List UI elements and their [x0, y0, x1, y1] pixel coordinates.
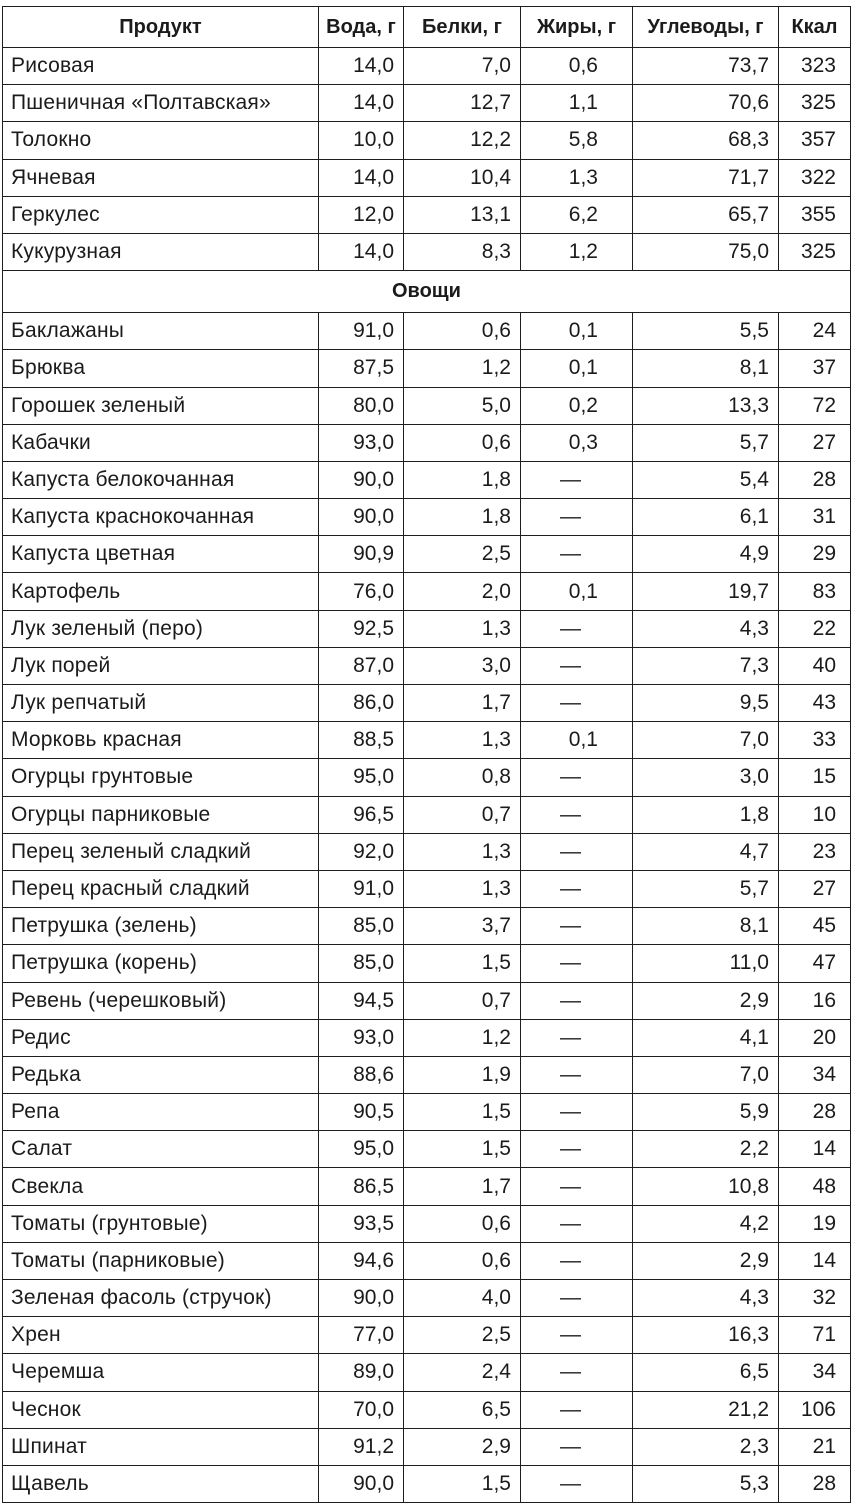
table-row	[3, 647, 851, 684]
cell-water: 90,0	[319, 461, 404, 498]
cell-product: Брюква	[3, 350, 319, 387]
cell-product: Свекла	[3, 1168, 319, 1205]
table-row	[3, 685, 851, 722]
table-row	[3, 48, 851, 85]
header-product: Продукт	[3, 7, 319, 48]
cell-carbs: 2,9	[633, 1242, 779, 1279]
cell-carbs: 65,7	[633, 196, 779, 233]
cell-kcal: 325	[779, 85, 851, 122]
header-fat: Жиры, г	[521, 7, 633, 48]
cell-product: Капуста краснокочанная	[3, 499, 319, 536]
cell-product: Ячневая	[3, 159, 319, 196]
table-row	[3, 833, 851, 870]
cell-product: Лук репчатый	[3, 685, 319, 722]
cell-water: 70,0	[319, 1391, 404, 1428]
cell-kcal: 47	[779, 945, 851, 982]
cell-carbs: 71,7	[633, 159, 779, 196]
cell-water: 89,0	[319, 1354, 404, 1391]
cell-fat: —	[521, 1131, 633, 1168]
cell-product: Щавель	[3, 1465, 319, 1502]
table-row	[3, 350, 851, 387]
cell-water: 94,5	[319, 982, 404, 1019]
cell-fat: 0,1	[521, 313, 633, 350]
cell-protein: 13,1	[404, 196, 521, 233]
cell-water: 95,0	[319, 1131, 404, 1168]
cell-fat: —	[521, 1280, 633, 1317]
cell-water: 90,0	[319, 499, 404, 536]
cell-fat: —	[521, 499, 633, 536]
cell-water: 87,5	[319, 350, 404, 387]
cell-product: Лук порей	[3, 647, 319, 684]
cell-kcal: 72	[779, 387, 851, 424]
cell-fat: 0,2	[521, 387, 633, 424]
cell-protein: 1,8	[404, 461, 521, 498]
header-carbs: Углеводы, г	[633, 7, 779, 48]
cell-product: Черемша	[3, 1354, 319, 1391]
cell-carbs: 7,3	[633, 647, 779, 684]
cell-fat: —	[521, 1205, 633, 1242]
cell-protein: 12,7	[404, 85, 521, 122]
table-row	[3, 196, 851, 233]
section-row	[3, 271, 851, 313]
cell-protein: 1,3	[404, 833, 521, 870]
cell-water: 76,0	[319, 573, 404, 610]
table-row	[3, 870, 851, 907]
cell-kcal: 34	[779, 1354, 851, 1391]
cell-product: Морковь красная	[3, 722, 319, 759]
cell-protein: 2,0	[404, 573, 521, 610]
cell-carbs: 21,2	[633, 1391, 779, 1428]
cell-carbs: 6,1	[633, 499, 779, 536]
cell-kcal: 27	[779, 870, 851, 907]
cell-water: 86,5	[319, 1168, 404, 1205]
cell-carbs: 4,3	[633, 610, 779, 647]
table-row	[3, 1391, 851, 1428]
cell-fat: —	[521, 1428, 633, 1465]
table-row	[3, 233, 851, 270]
table-row	[3, 1354, 851, 1391]
cell-product: Томаты (грунтовые)	[3, 1205, 319, 1242]
table-row	[3, 796, 851, 833]
cell-product: Репа	[3, 1094, 319, 1131]
cell-carbs: 2,3	[633, 1428, 779, 1465]
cell-product: Огурцы грунтовые	[3, 759, 319, 796]
cell-kcal: 40	[779, 647, 851, 684]
cell-kcal: 48	[779, 1168, 851, 1205]
cell-kcal: 357	[779, 122, 851, 159]
cell-water: 77,0	[319, 1317, 404, 1354]
cell-kcal: 14	[779, 1131, 851, 1168]
cell-water: 86,0	[319, 685, 404, 722]
cell-carbs: 73,7	[633, 48, 779, 85]
cell-protein: 4,0	[404, 1280, 521, 1317]
cell-fat: 0,6	[521, 48, 633, 85]
cell-fat: —	[521, 1391, 633, 1428]
cell-water: 90,0	[319, 1465, 404, 1502]
section-title: Овощи	[3, 271, 851, 313]
cell-protein: 0,8	[404, 759, 521, 796]
table-row	[3, 159, 851, 196]
cell-carbs: 4,9	[633, 536, 779, 573]
cell-carbs: 5,7	[633, 870, 779, 907]
table-row	[3, 387, 851, 424]
cell-fat: —	[521, 870, 633, 907]
cell-fat: —	[521, 647, 633, 684]
cell-carbs: 8,1	[633, 908, 779, 945]
cell-protein: 7,0	[404, 48, 521, 85]
cell-carbs: 75,0	[633, 233, 779, 270]
cell-product: Кукурузная	[3, 233, 319, 270]
table-row	[3, 573, 851, 610]
cell-carbs: 6,5	[633, 1354, 779, 1391]
cell-kcal: 37	[779, 350, 851, 387]
cell-protein: 1,3	[404, 722, 521, 759]
cell-fat: 1,2	[521, 233, 633, 270]
cell-kcal: 14	[779, 1242, 851, 1279]
cell-kcal: 27	[779, 424, 851, 461]
cell-water: 92,5	[319, 610, 404, 647]
cell-protein: 12,2	[404, 122, 521, 159]
cell-product: Редис	[3, 1019, 319, 1056]
cell-kcal: 355	[779, 196, 851, 233]
cell-fat: —	[521, 908, 633, 945]
cell-carbs: 2,2	[633, 1131, 779, 1168]
cell-carbs: 5,9	[633, 1094, 779, 1131]
cell-carbs: 19,7	[633, 573, 779, 610]
cell-product: Зеленая фасоль (стручок)	[3, 1280, 319, 1317]
cell-protein: 5,0	[404, 387, 521, 424]
cell-product: Томаты (парниковые)	[3, 1242, 319, 1279]
cell-fat: 1,1	[521, 85, 633, 122]
cell-kcal: 21	[779, 1428, 851, 1465]
cell-product: Хрен	[3, 1317, 319, 1354]
cell-carbs: 5,3	[633, 1465, 779, 1502]
cell-water: 80,0	[319, 387, 404, 424]
table-row	[3, 1428, 851, 1465]
cell-water: 91,2	[319, 1428, 404, 1465]
cell-product: Капуста цветная	[3, 536, 319, 573]
cell-fat: —	[521, 1354, 633, 1391]
cell-carbs: 3,0	[633, 759, 779, 796]
table-row	[3, 499, 851, 536]
cell-fat: 0,3	[521, 424, 633, 461]
cell-product: Огурцы парниковые	[3, 796, 319, 833]
cell-carbs: 4,7	[633, 833, 779, 870]
cell-fat: —	[521, 461, 633, 498]
cell-kcal: 20	[779, 1019, 851, 1056]
cell-carbs: 9,5	[633, 685, 779, 722]
cell-kcal: 19	[779, 1205, 851, 1242]
cell-protein: 0,7	[404, 982, 521, 1019]
cell-kcal: 28	[779, 1094, 851, 1131]
cell-fat: —	[521, 610, 633, 647]
cell-protein: 3,0	[404, 647, 521, 684]
cell-product: Чеснок	[3, 1391, 319, 1428]
cell-protein: 1,2	[404, 1019, 521, 1056]
cell-carbs: 2,9	[633, 982, 779, 1019]
table-row	[3, 945, 851, 982]
cell-protein: 1,3	[404, 870, 521, 907]
cell-carbs: 5,7	[633, 424, 779, 461]
cell-kcal: 28	[779, 1465, 851, 1502]
cell-fat: —	[521, 833, 633, 870]
cell-water: 14,0	[319, 48, 404, 85]
cell-protein: 1,9	[404, 1056, 521, 1093]
cell-protein: 1,5	[404, 1131, 521, 1168]
cell-fat: —	[521, 1465, 633, 1502]
cell-kcal: 71	[779, 1317, 851, 1354]
cell-carbs: 7,0	[633, 1056, 779, 1093]
cell-kcal: 29	[779, 536, 851, 573]
cell-fat: 5,8	[521, 122, 633, 159]
cell-fat: —	[521, 945, 633, 982]
table-row	[3, 536, 851, 573]
cell-fat: —	[521, 1056, 633, 1093]
cell-protein: 8,3	[404, 233, 521, 270]
cell-water: 93,0	[319, 1019, 404, 1056]
cell-kcal: 106	[779, 1391, 851, 1428]
cell-water: 12,0	[319, 196, 404, 233]
table-row	[3, 1205, 851, 1242]
cell-protein: 0,6	[404, 424, 521, 461]
cell-water: 93,5	[319, 1205, 404, 1242]
table-row	[3, 908, 851, 945]
cell-protein: 1,7	[404, 1168, 521, 1205]
cell-kcal: 43	[779, 685, 851, 722]
cell-carbs: 11,0	[633, 945, 779, 982]
cell-kcal: 16	[779, 982, 851, 1019]
cell-protein: 0,6	[404, 313, 521, 350]
table-header	[3, 7, 851, 48]
cell-fat: —	[521, 1019, 633, 1056]
cell-fat: —	[521, 685, 633, 722]
cell-product: Ревень (черешковый)	[3, 982, 319, 1019]
cell-kcal: 10	[779, 796, 851, 833]
cell-water: 90,5	[319, 1094, 404, 1131]
nutrition-table	[2, 6, 851, 1503]
cell-water: 14,0	[319, 233, 404, 270]
cell-product: Петрушка (корень)	[3, 945, 319, 982]
table-row	[3, 1094, 851, 1131]
cell-kcal: 15	[779, 759, 851, 796]
cell-fat: —	[521, 1242, 633, 1279]
cell-protein: 1,5	[404, 945, 521, 982]
cell-carbs: 13,3	[633, 387, 779, 424]
cell-water: 91,0	[319, 870, 404, 907]
cell-kcal: 322	[779, 159, 851, 196]
cell-protein: 0,6	[404, 1205, 521, 1242]
cell-water: 90,9	[319, 536, 404, 573]
cell-fat: 0,1	[521, 350, 633, 387]
cell-product: Горошек зеленый	[3, 387, 319, 424]
cell-kcal: 23	[779, 833, 851, 870]
header-protein: Белки, г	[404, 7, 521, 48]
cell-protein: 6,5	[404, 1391, 521, 1428]
cell-water: 92,0	[319, 833, 404, 870]
cell-protein: 2,5	[404, 536, 521, 573]
cell-fat: —	[521, 1094, 633, 1131]
cell-product: Толокно	[3, 122, 319, 159]
cell-protein: 1,2	[404, 350, 521, 387]
cell-kcal: 323	[779, 48, 851, 85]
table-row	[3, 122, 851, 159]
header-kcal: Ккал	[779, 7, 851, 48]
cell-water: 90,0	[319, 1280, 404, 1317]
cell-water: 85,0	[319, 908, 404, 945]
cell-carbs: 68,3	[633, 122, 779, 159]
cell-carbs: 10,8	[633, 1168, 779, 1205]
cell-water: 96,5	[319, 796, 404, 833]
cell-protein: 1,7	[404, 685, 521, 722]
cell-product: Шпинат	[3, 1428, 319, 1465]
cell-carbs: 4,2	[633, 1205, 779, 1242]
cell-water: 95,0	[319, 759, 404, 796]
cell-protein: 3,7	[404, 908, 521, 945]
cell-kcal: 325	[779, 233, 851, 270]
cell-protein: 2,5	[404, 1317, 521, 1354]
cell-kcal: 31	[779, 499, 851, 536]
table-row	[3, 85, 851, 122]
table-row	[3, 1242, 851, 1279]
cell-carbs: 4,3	[633, 1280, 779, 1317]
table-row	[3, 1317, 851, 1354]
cell-fat: —	[521, 796, 633, 833]
table-row	[3, 722, 851, 759]
cell-fat: 0,1	[521, 573, 633, 610]
cell-protein: 0,6	[404, 1242, 521, 1279]
cell-carbs: 16,3	[633, 1317, 779, 1354]
table-row	[3, 313, 851, 350]
table-row	[3, 610, 851, 647]
cell-carbs: 5,4	[633, 461, 779, 498]
cell-fat: —	[521, 536, 633, 573]
cell-protein: 10,4	[404, 159, 521, 196]
cell-product: Картофель	[3, 573, 319, 610]
cell-protein: 1,5	[404, 1465, 521, 1502]
cell-product: Пшеничная «Полтавская»	[3, 85, 319, 122]
cell-fat: —	[521, 982, 633, 1019]
cell-kcal: 33	[779, 722, 851, 759]
cell-fat: 0,1	[521, 722, 633, 759]
table-row	[3, 759, 851, 796]
cell-carbs: 70,6	[633, 85, 779, 122]
cell-water: 14,0	[319, 85, 404, 122]
cell-product: Геркулес	[3, 196, 319, 233]
cell-product: Лук зеленый (перо)	[3, 610, 319, 647]
cell-kcal: 24	[779, 313, 851, 350]
cell-product: Петрушка (зелень)	[3, 908, 319, 945]
table-row	[3, 1168, 851, 1205]
cell-water: 88,6	[319, 1056, 404, 1093]
cell-product: Капуста белокочанная	[3, 461, 319, 498]
table-row	[3, 1465, 851, 1502]
cell-water: 91,0	[319, 313, 404, 350]
cell-protein: 2,9	[404, 1428, 521, 1465]
cell-carbs: 5,5	[633, 313, 779, 350]
cell-product: Перец красный сладкий	[3, 870, 319, 907]
cell-product: Рисовая	[3, 48, 319, 85]
cell-product: Редька	[3, 1056, 319, 1093]
cell-carbs: 8,1	[633, 350, 779, 387]
cell-fat: 1,3	[521, 159, 633, 196]
cell-fat: —	[521, 759, 633, 796]
table-row	[3, 1056, 851, 1093]
cell-kcal: 32	[779, 1280, 851, 1317]
table-row	[3, 1019, 851, 1056]
table-row	[3, 1280, 851, 1317]
cell-protein: 2,4	[404, 1354, 521, 1391]
table-row	[3, 424, 851, 461]
cell-product: Баклажаны	[3, 313, 319, 350]
cell-protein: 1,8	[404, 499, 521, 536]
cell-protein: 0,7	[404, 796, 521, 833]
cell-kcal: 28	[779, 461, 851, 498]
table-row	[3, 1131, 851, 1168]
cell-water: 10,0	[319, 122, 404, 159]
cell-kcal: 83	[779, 573, 851, 610]
cell-fat: —	[521, 1317, 633, 1354]
cell-water: 14,0	[319, 159, 404, 196]
table-body	[3, 48, 851, 1503]
cell-water: 94,6	[319, 1242, 404, 1279]
table-row	[3, 461, 851, 498]
cell-kcal: 34	[779, 1056, 851, 1093]
header-row	[3, 7, 851, 48]
cell-water: 88,5	[319, 722, 404, 759]
cell-product: Перец зеленый сладкий	[3, 833, 319, 870]
cell-carbs: 1,8	[633, 796, 779, 833]
cell-product: Кабачки	[3, 424, 319, 461]
header-water: Вода, г	[319, 7, 404, 48]
cell-water: 85,0	[319, 945, 404, 982]
cell-product: Салат	[3, 1131, 319, 1168]
cell-protein: 1,3	[404, 610, 521, 647]
table-row	[3, 982, 851, 1019]
cell-kcal: 22	[779, 610, 851, 647]
cell-carbs: 4,1	[633, 1019, 779, 1056]
cell-fat: 6,2	[521, 196, 633, 233]
cell-water: 93,0	[319, 424, 404, 461]
cell-water: 87,0	[319, 647, 404, 684]
cell-fat: —	[521, 1168, 633, 1205]
cell-kcal: 45	[779, 908, 851, 945]
cell-carbs: 7,0	[633, 722, 779, 759]
cell-protein: 1,5	[404, 1094, 521, 1131]
